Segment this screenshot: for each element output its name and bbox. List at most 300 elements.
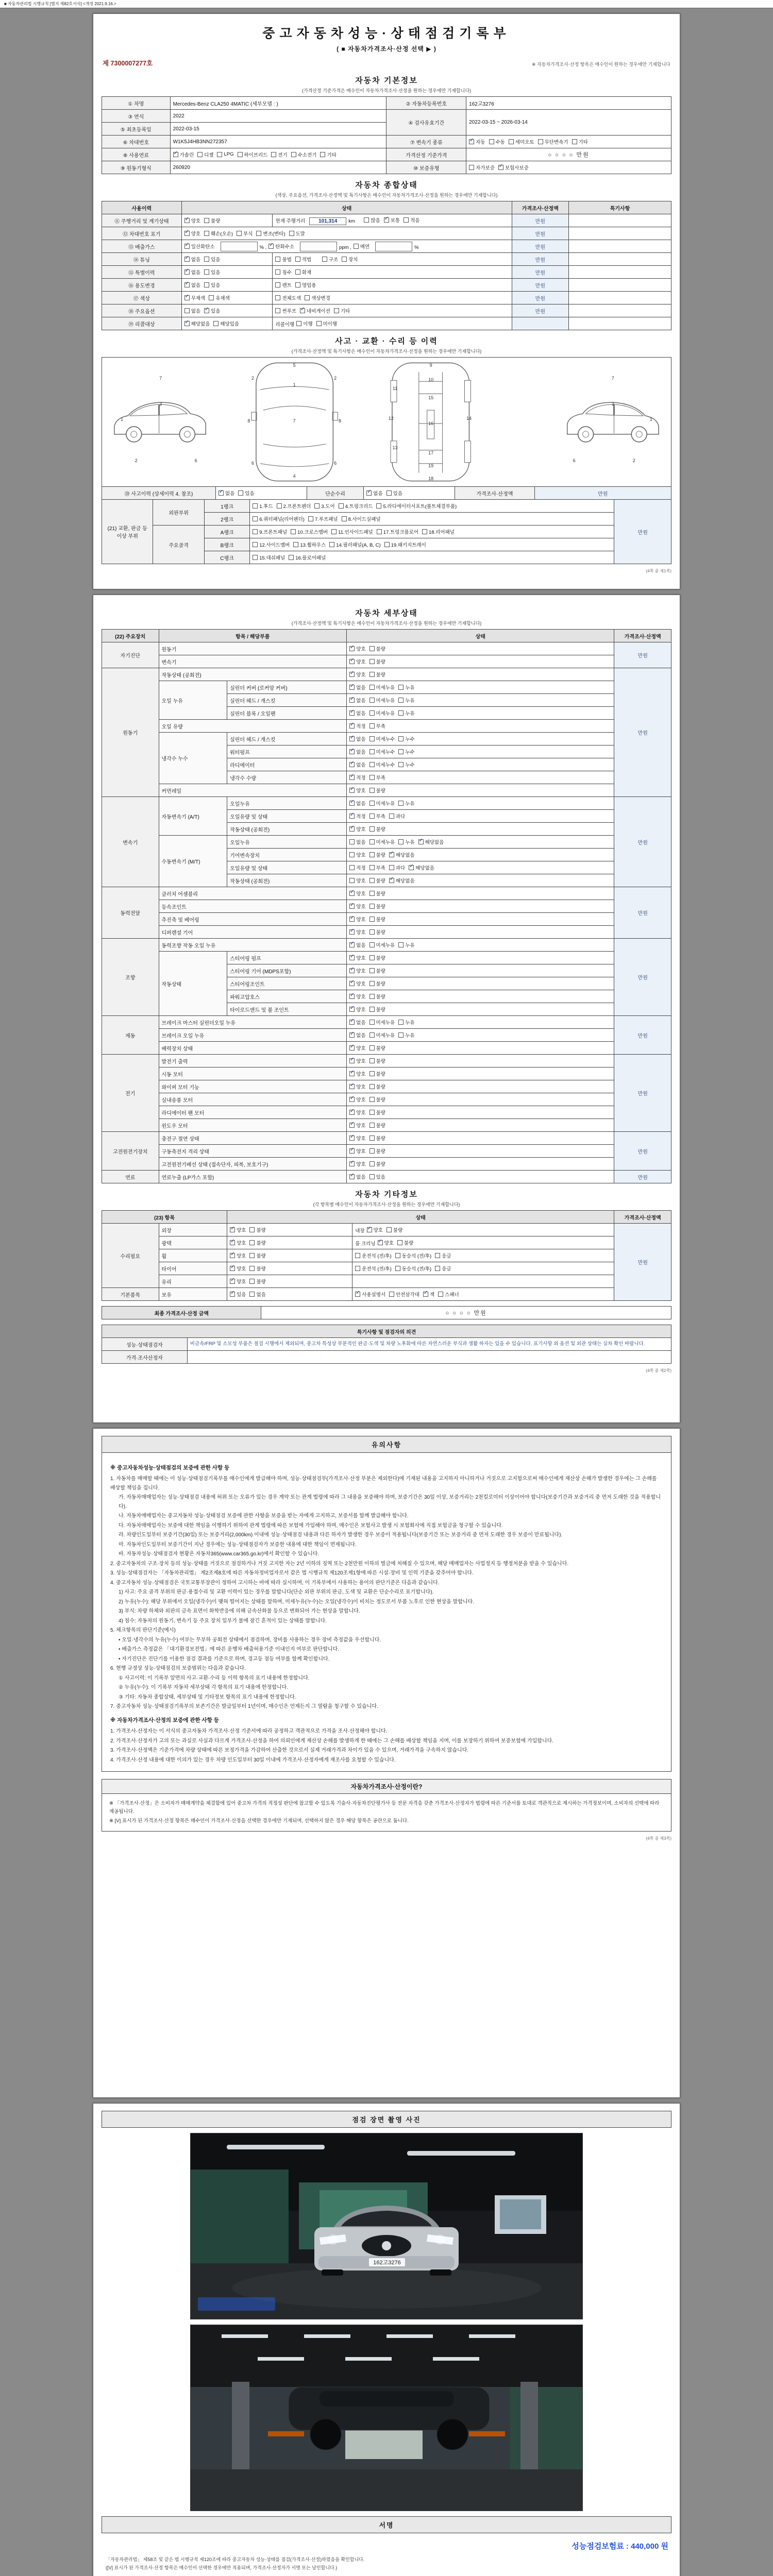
checkbox-2.프론트펜더[interactable]	[277, 502, 311, 510]
checkbox-양호[interactable]	[349, 1160, 365, 1167]
checkbox-불량[interactable]	[369, 1147, 385, 1155]
checkbox-양호[interactable]	[230, 1278, 246, 1285]
checkbox-훼손(오손)[interactable]	[204, 230, 233, 237]
table-row	[102, 1067, 671, 1080]
checkbox-과다[interactable]	[389, 812, 405, 820]
checkbox-양호[interactable]	[378, 1239, 394, 1246]
checkbox-세미오토[interactable]	[509, 138, 534, 145]
value-cell: 워터펌프	[227, 745, 347, 758]
checkbox-18.리어패널[interactable]	[422, 528, 455, 535]
checkbox-동승석 (전/후)[interactable]	[395, 1265, 432, 1272]
diagram-part-number: 11	[392, 386, 398, 391]
checkbox-양호[interactable]	[349, 671, 365, 678]
checkbox-불량[interactable]	[369, 1096, 385, 1103]
table-row	[102, 148, 671, 161]
checkbox-무채색[interactable]	[184, 294, 206, 301]
price-cell: 만원	[512, 279, 569, 292]
checkbox-양호[interactable]	[349, 993, 365, 1000]
checkbox-미세누유[interactable]	[369, 838, 395, 845]
checkbox-미세누수[interactable]	[369, 735, 395, 742]
checkbox-운전석 (전/후)[interactable]	[355, 1252, 392, 1259]
checkbox-label: 불량	[376, 929, 385, 936]
checkbox-5.라디에이터서포트(볼트체결부품)[interactable]	[376, 502, 457, 510]
checkbox-label: 부족	[376, 865, 385, 871]
checkbox-사용설명서[interactable]	[355, 1291, 385, 1298]
checkbox-불량[interactable]	[369, 1122, 385, 1129]
car-diagram-art	[102, 358, 671, 486]
checkbox-box-icon	[349, 659, 355, 664]
checkbox-불량[interactable]	[369, 645, 385, 652]
field-cell	[466, 135, 671, 148]
checkbox-동승석 (전/후)[interactable]	[395, 1252, 432, 1259]
checkbox-누유[interactable]	[398, 1031, 414, 1039]
checkbox-box-icon	[268, 244, 274, 249]
checkbox-7.루프패널[interactable]	[308, 515, 338, 522]
checkbox-미이행[interactable]	[316, 320, 338, 327]
checkbox-불량[interactable]	[369, 825, 385, 833]
checkbox-썬루프[interactable]	[275, 307, 296, 314]
checkbox-box-icon	[277, 503, 282, 509]
checkbox-1.후드[interactable]	[253, 502, 273, 510]
checkbox-수동[interactable]	[489, 138, 505, 145]
checkbox-불량[interactable]	[369, 993, 385, 1000]
checkbox-box-icon	[369, 839, 375, 844]
checkbox-불량[interactable]	[369, 1160, 385, 1167]
checkbox-불량[interactable]	[369, 903, 385, 910]
checkbox-label: 5.라디에이터서포트(볼트체결부품)	[383, 503, 457, 510]
checkbox-label: 많음	[371, 217, 380, 224]
value-cell: 실린더 블록 / 오일팬	[227, 707, 347, 720]
checkbox-전체도색[interactable]	[275, 294, 301, 301]
checkbox-있음[interactable]	[204, 256, 220, 263]
checkbox-보험사보증[interactable]	[498, 164, 529, 171]
insurance-fee-label: 성능점검보험료 :	[572, 2542, 631, 2551]
base-price: ○ ○ ○ ○ 만원	[466, 148, 671, 161]
checkbox-box-icon	[184, 218, 190, 223]
checkbox-box-icon	[369, 1071, 375, 1076]
checkbox-불법[interactable]	[275, 256, 291, 263]
checkbox-장치[interactable]	[342, 256, 358, 263]
checkbox-label: 불량	[376, 1123, 385, 1129]
checkbox-있음[interactable]	[230, 1291, 246, 1298]
checkbox-label: 불량	[211, 218, 221, 224]
checkbox-양호[interactable]	[349, 658, 365, 665]
checkbox-미세누유[interactable]	[369, 697, 395, 704]
checkbox-양호[interactable]	[349, 1083, 365, 1090]
checkbox-적법[interactable]	[295, 256, 311, 263]
checkbox-부족[interactable]	[369, 774, 385, 781]
checkbox-양호[interactable]	[230, 1252, 246, 1259]
checkbox-label: 이행	[303, 321, 313, 327]
checkbox-불량[interactable]	[369, 1070, 385, 1077]
checkbox-불량[interactable]	[369, 1109, 385, 1116]
checkbox-label: 없음	[225, 490, 235, 497]
header-note: ※ 자동차가격조사·산정 항목은 매수인이 원하는 경우에만 기재합니다	[532, 62, 670, 67]
checkbox-미세누수[interactable]	[369, 761, 395, 768]
checkbox-6.쿼터패널(리어펜더)[interactable]	[253, 515, 305, 522]
header-cell: 상태	[347, 630, 614, 642]
price-cell: 만원	[614, 887, 671, 939]
label-cell: ⑳ 사고이력 (상세이력 4. 참조)	[102, 487, 216, 500]
checkbox-해당없음[interactable]	[409, 864, 434, 871]
checkbox-없음[interactable]	[349, 735, 365, 742]
checkbox-14.필러패널(A, B, C)[interactable]	[329, 541, 380, 548]
checkbox-누유[interactable]	[398, 709, 414, 717]
checkbox-4.트렁크리드[interactable]	[339, 502, 373, 510]
checkbox-있음[interactable]	[204, 268, 220, 276]
checkbox-양호[interactable]	[230, 1265, 246, 1272]
checkbox-box-icon	[256, 231, 261, 236]
checkbox-있음[interactable]	[238, 489, 254, 497]
checkbox-없음[interactable]	[349, 1031, 365, 1039]
checkbox-있음[interactable]	[204, 281, 220, 289]
checkbox-미세누유[interactable]	[369, 1019, 395, 1026]
checkbox-box-icon	[329, 542, 334, 547]
checkbox-부족[interactable]	[369, 812, 385, 820]
checkbox-불량[interactable]	[249, 1226, 265, 1233]
checkbox-구조[interactable]	[322, 256, 338, 263]
checkbox-해당없음[interactable]	[418, 838, 444, 845]
checkbox-없음[interactable]	[219, 489, 234, 497]
price-survey-info-title: 자동차가격조사·산정이란?	[102, 1780, 671, 1794]
checkbox-15.대쉬패널[interactable]	[253, 554, 285, 561]
checkbox-누유[interactable]	[398, 941, 414, 948]
checkbox-불량[interactable]	[369, 954, 385, 961]
header-cell: 특기사항 및 점검자의 의견	[102, 1325, 671, 1338]
checkbox-누수[interactable]	[398, 761, 414, 768]
field-cell	[250, 551, 614, 564]
checkbox-box-icon	[204, 257, 209, 262]
value-cell: 오일유량 및 상태	[227, 810, 347, 823]
checkbox-label: 4.트렁크리드	[345, 503, 373, 510]
checkbox-box-icon	[331, 529, 337, 534]
checkbox-누유[interactable]	[398, 800, 414, 807]
checkbox-일산화탄소[interactable]	[184, 243, 215, 250]
checkbox-기타[interactable]	[572, 138, 588, 145]
checkbox-불량[interactable]	[249, 1252, 265, 1259]
checkbox-불량[interactable]	[249, 1278, 265, 1285]
checkbox-스패너[interactable]	[438, 1291, 459, 1298]
value-cell: 실린더 헤드 / 개스킷	[227, 694, 347, 707]
checkbox-box-icon	[369, 1110, 375, 1115]
checkbox-누유[interactable]	[398, 1019, 414, 1026]
checkbox-양호[interactable]	[349, 980, 365, 987]
value-cell: 와이퍼 모터 기능	[159, 1080, 347, 1093]
checkbox-box-icon	[349, 762, 355, 767]
checkbox-label: 유채색	[215, 295, 230, 301]
checkbox-양호[interactable]	[349, 1096, 365, 1103]
checkbox-box-icon	[398, 942, 404, 947]
checkbox-색상변경[interactable]	[305, 294, 330, 301]
checkbox-많음[interactable]	[364, 216, 380, 224]
checkbox-없음[interactable]	[349, 800, 365, 807]
checkbox-양호[interactable]	[349, 916, 365, 923]
checkbox-이행[interactable]	[296, 320, 312, 327]
checkbox-양호[interactable]	[184, 230, 200, 237]
checkbox-보통[interactable]	[384, 216, 400, 224]
checkbox-label: 불량	[376, 955, 385, 961]
checkbox-누유[interactable]	[398, 838, 414, 845]
cell-text: 리콜이행	[275, 321, 295, 328]
checkbox-양호[interactable]	[349, 1122, 365, 1129]
checkbox-불량[interactable]	[249, 1265, 265, 1272]
notice-item: 3. 성능·상태점검자는 「자동차관리법」 제2조제8호에 따른 자동차정비업자로서 같은 법 시행규칙 제120조제1항에 따른 시설·장비 및 인력 기준을 갖추어야 합니다.	[110, 1570, 474, 1577]
checkbox-없음[interactable]	[349, 684, 365, 691]
table-row	[102, 630, 671, 642]
checkbox-적정[interactable]	[349, 722, 365, 730]
checkbox-적정[interactable]	[349, 864, 365, 871]
checkbox-box-icon	[367, 1227, 372, 1232]
checkbox-전기[interactable]	[271, 151, 287, 158]
checkbox-box-icon	[275, 269, 280, 275]
checkbox-12.사이드멤버[interactable]	[253, 541, 290, 548]
checkbox-해당없음[interactable]	[184, 320, 210, 327]
checkbox-양호[interactable]	[349, 1057, 365, 1064]
checkbox-미세누유[interactable]	[369, 684, 395, 691]
checkbox-누유[interactable]	[398, 684, 414, 691]
checkbox-디젤[interactable]	[197, 151, 213, 158]
checkbox-잭[interactable]	[423, 1291, 434, 1298]
checkbox-해당있음[interactable]	[213, 320, 239, 327]
checkbox-box-icon	[275, 282, 280, 287]
checkbox-label: 기타	[327, 152, 337, 158]
price-cell: 만원	[614, 1055, 671, 1132]
checkbox-불량[interactable]	[386, 1226, 402, 1233]
checkbox-불량[interactable]	[369, 928, 385, 936]
checkbox-도말[interactable]	[289, 230, 305, 237]
checkbox-있음[interactable]	[386, 489, 402, 497]
checkbox-렌트[interactable]	[275, 281, 291, 289]
checkbox-침수[interactable]	[275, 268, 291, 276]
checkbox-변조(변타)[interactable]	[256, 230, 285, 237]
value-cell: 오일누유	[227, 836, 347, 849]
checkbox-16.플로어패널[interactable]	[289, 554, 326, 561]
checkbox-해당없음[interactable]	[389, 877, 415, 884]
checkbox-box-icon	[253, 529, 258, 534]
checkbox-유채색[interactable]	[209, 294, 230, 301]
checkbox-box-icon	[369, 801, 375, 806]
checkbox-양호[interactable]	[230, 1226, 246, 1233]
checkbox-자동[interactable]	[469, 138, 485, 145]
diagram-part-number: 7	[611, 376, 614, 381]
notice-item: 마. 자동차인도일부터 보증기간이 지난 경우에는 성능·상태점검자가 보증한 내용에 대한 책임이 면제됩니다.	[119, 1541, 357, 1548]
checkbox-부식[interactable]	[237, 230, 253, 237]
checkbox-응급[interactable]	[435, 1252, 451, 1259]
checkbox-불량[interactable]	[369, 787, 385, 794]
header-cell: 사용이력	[102, 201, 182, 214]
checkbox-양호[interactable]	[349, 903, 365, 910]
checkbox-불량[interactable]	[369, 916, 385, 923]
checkbox-box-icon	[395, 1253, 400, 1258]
checkbox-미세누유[interactable]	[369, 800, 395, 807]
checkbox-불량[interactable]	[369, 1044, 385, 1052]
table-row	[102, 1055, 671, 1067]
diagram-part-number: 7	[159, 376, 162, 381]
checkbox-있음[interactable]	[369, 1173, 385, 1180]
cell-text: 현재 주행거리	[275, 218, 306, 224]
checkbox-없음[interactable]	[249, 1291, 265, 1298]
checkbox-무단변속기[interactable]	[538, 138, 568, 145]
checkbox-적정[interactable]	[349, 812, 365, 820]
label-cell: 가격산정 기준가격	[386, 148, 466, 161]
checkbox-미세누유[interactable]	[369, 941, 395, 948]
checkbox-없음[interactable]	[349, 697, 365, 704]
checkbox-응급[interactable]	[435, 1265, 451, 1272]
checkbox-자가보증[interactable]	[469, 164, 495, 171]
label-cell: 동력전달	[102, 887, 159, 939]
checkbox-화재[interactable]	[295, 268, 311, 276]
checkbox-양호[interactable]	[349, 1147, 365, 1155]
notice-item: • 오일·냉각수의 누유(누수) 여부는 무부하 공회전 상태에서 점검하며, 장비를 사용하는 경우 장비 측정값을 우선합니다.	[119, 1637, 381, 1643]
checkbox-미세누수[interactable]	[369, 748, 395, 755]
price-cell: 만원	[614, 1132, 671, 1171]
table-row	[102, 1236, 671, 1249]
checkbox-매연[interactable]	[354, 243, 369, 250]
checkbox-없음[interactable]	[349, 941, 365, 948]
checkbox-양호[interactable]	[349, 851, 365, 858]
checkbox-기타[interactable]	[320, 151, 336, 158]
checkbox-누유[interactable]	[398, 697, 414, 704]
checkbox-box-icon	[253, 555, 258, 560]
checkbox-불량[interactable]	[204, 217, 220, 224]
checkbox-탄화수소[interactable]	[268, 243, 294, 250]
checkbox-없음[interactable]	[349, 1173, 365, 1180]
checkbox-label: 없음	[191, 308, 201, 314]
checkbox-양호[interactable]	[230, 1239, 246, 1246]
checkbox-불량[interactable]	[369, 1134, 385, 1142]
checkbox-양호[interactable]	[349, 1109, 365, 1116]
checkbox-양호[interactable]	[349, 1070, 365, 1077]
checkbox-양호[interactable]	[349, 1044, 365, 1052]
checkbox-없음[interactable]	[366, 489, 382, 497]
checkbox-없음[interactable]	[349, 1019, 365, 1026]
checkbox-누수[interactable]	[398, 748, 414, 755]
checkbox-불량[interactable]	[397, 1239, 413, 1246]
checkbox-미세누유[interactable]	[369, 709, 395, 717]
checkbox-label: 불량	[393, 1227, 403, 1233]
checkbox-box-icon	[349, 788, 355, 793]
checkbox-양호[interactable]	[349, 954, 365, 961]
field-cell	[347, 913, 614, 926]
checkbox-양호[interactable]	[349, 967, 365, 974]
checkbox-8.사이드실패널[interactable]	[342, 515, 381, 522]
checkbox-없음[interactable]	[184, 256, 200, 263]
checkbox-양호[interactable]	[367, 1226, 383, 1233]
checkbox-양호[interactable]	[349, 1006, 365, 1013]
checkbox-부족[interactable]	[369, 722, 385, 730]
checkbox-양호[interactable]	[349, 877, 365, 884]
label-cell: ⑲ 리콜대상	[102, 317, 182, 330]
checkbox-불량[interactable]	[369, 658, 385, 665]
checkbox-네비게이션[interactable]	[300, 307, 330, 314]
checkbox-없음[interactable]	[349, 748, 365, 755]
checkbox-17.트렁크플로어[interactable]	[377, 528, 418, 535]
checkbox-없음[interactable]	[349, 838, 365, 845]
checkbox-불량[interactable]	[369, 1057, 385, 1064]
checkbox-과다[interactable]	[389, 864, 405, 871]
checkbox-label: 양호	[356, 981, 366, 987]
field-cell	[352, 1288, 614, 1301]
checkbox-해당없음[interactable]	[389, 851, 415, 858]
checkbox-적정[interactable]	[349, 774, 365, 781]
checkbox-9.프론트패널[interactable]	[253, 528, 287, 535]
checkbox-양호[interactable]	[349, 890, 365, 897]
checkbox-양호[interactable]	[349, 787, 365, 794]
checkbox-box-icon	[498, 165, 503, 170]
checkbox-안전삼각대[interactable]	[389, 1291, 419, 1298]
checkbox-LPG[interactable]	[217, 151, 233, 157]
page-footer: (4쪽 중 제2쪽)	[646, 1368, 671, 1373]
checkbox-부족[interactable]	[369, 864, 385, 871]
field-cell	[347, 745, 614, 758]
checkbox-불량[interactable]	[369, 980, 385, 987]
checkbox-없음[interactable]	[349, 761, 365, 768]
checkbox-label: 있음	[237, 1292, 246, 1298]
checkbox-영업용[interactable]	[295, 281, 316, 289]
checkbox-11.인사이드패널[interactable]	[331, 528, 373, 535]
checkbox-가솔린[interactable]	[173, 151, 194, 158]
table-row	[102, 952, 671, 964]
checkbox-불량[interactable]	[369, 890, 385, 897]
checkbox-양호[interactable]	[349, 1134, 365, 1142]
checkbox-box-icon	[369, 1045, 375, 1050]
checkbox-있음[interactable]	[204, 307, 220, 314]
notice-item: 2. 가격조사·산정자가 고의 또는 과실로 사실과 다르게 가격조사·산정을 하여 의뢰인에게 재산상 손해를 발생하게 한 때에는 그 손해를 배상할 책임을 지며, 이를 보장하기 위하여 보증보험에 가입합니다.	[110, 1738, 554, 1744]
checkbox-운전석 (전/후)[interactable]	[355, 1265, 392, 1272]
checkbox-없음[interactable]	[184, 307, 200, 314]
checkbox-적음[interactable]	[404, 216, 419, 224]
value-cell: 외장	[159, 1224, 227, 1236]
checkbox-없음[interactable]	[184, 268, 200, 276]
checkbox-없음[interactable]	[349, 709, 365, 717]
checkbox-3.도어[interactable]	[314, 502, 334, 510]
checkbox-누수[interactable]	[398, 735, 414, 742]
label-cell: 외판부위	[153, 500, 204, 526]
checkbox-13.휠하우스[interactable]	[293, 541, 326, 548]
checkbox-없음[interactable]	[184, 281, 200, 289]
checkbox-label: 있음	[376, 1174, 385, 1180]
checkbox-10.크로스멤버[interactable]	[291, 528, 328, 535]
checkbox-불량[interactable]	[369, 671, 385, 678]
checkbox-불량[interactable]	[369, 1083, 385, 1090]
checkbox-label: 누수	[405, 749, 415, 755]
checkbox-불량[interactable]	[369, 877, 385, 884]
table-row	[102, 1080, 671, 1093]
label-cell: 조향	[102, 939, 159, 1016]
checkbox-양호[interactable]	[184, 217, 200, 224]
notice-item: • 자기진단은 진단기를 이용한 점검 결과를 기준으로 하며, 경고등 점등 여부를 함께 확인합니다.	[119, 1656, 330, 1662]
value-cell	[352, 1275, 614, 1288]
checkbox-불량[interactable]	[249, 1239, 265, 1246]
checkbox-불량[interactable]	[369, 1006, 385, 1013]
checkbox-하이브리드[interactable]	[238, 151, 268, 158]
field-cell	[273, 317, 512, 330]
value-cell	[187, 1351, 671, 1364]
checkbox-수소전기[interactable]	[291, 151, 317, 158]
checkbox-미세누유[interactable]	[369, 1031, 395, 1039]
checkbox-양호[interactable]	[349, 825, 365, 833]
checkbox-불량[interactable]	[369, 851, 385, 858]
checkbox-불량[interactable]	[369, 967, 385, 974]
checkbox-양호[interactable]	[349, 928, 365, 936]
detail-section-note: (가격조사·산정액 및 특기사항은 매수인이 자동차가격조사·산정을 원하는 경우에만 기재합니다)	[291, 621, 482, 626]
checkbox-기타[interactable]	[334, 307, 350, 314]
checkbox-19.패키지트레이[interactable]	[384, 541, 426, 548]
diagram-part-number: 6	[194, 458, 197, 463]
notice-item: 6. 현행 규정상 성능·상태점검의 보증범위는 다음과 같습니다.	[110, 1666, 246, 1672]
checkbox-양호[interactable]	[349, 645, 365, 652]
checkbox-label: 불량	[376, 1084, 385, 1090]
